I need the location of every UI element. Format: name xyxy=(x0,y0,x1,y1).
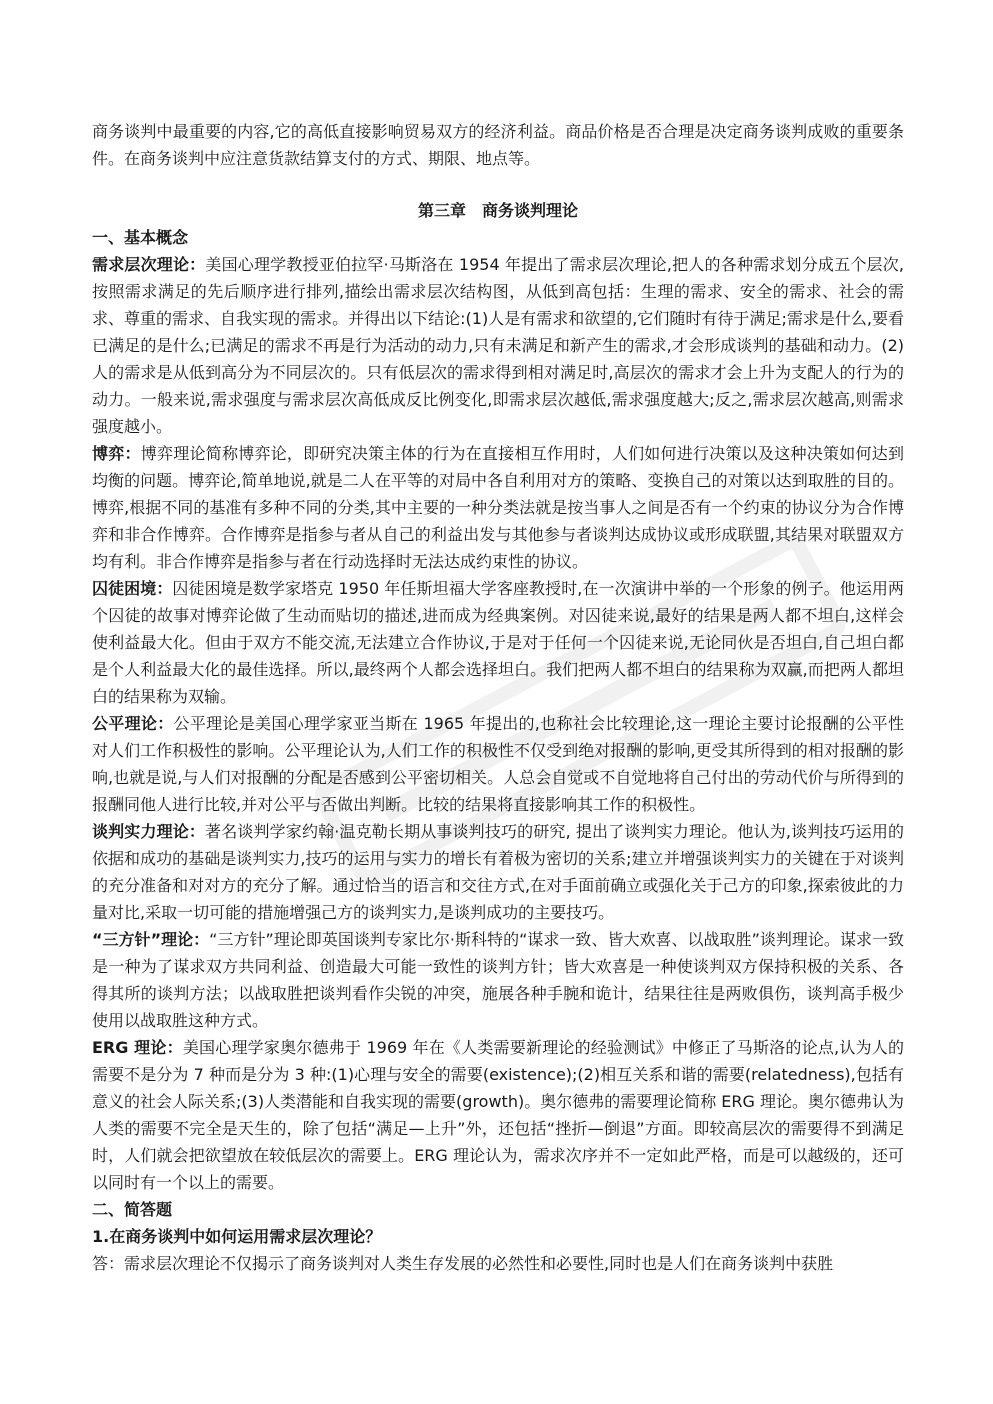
term-text: 美国心理学家奥尔德弗于 1969 年在《人类需要新理论的经验测试》中修正了马斯洛的论点,认为人的需要不是分为 7 种而是分为 3 种:(1)心理与安全的需要(existence);(2)相互关系和谐的需要(relatedness),包括有意义的社会人际关系;(3)人类潜能和自我实现的需要(growth)。奥尔德弗的需要理论简称 ERG 理论。奥尔德弗认为人类的需要不完全是天生的，除了包括“满足—上升”外，还包括“挫折—倒退”方面。即较高层次的需要得不到满足时，人们就会把欲望放在较低层次的需要上。ERG 理论认为，需求次序并不一定如此严格，而是可以越级的，还可以同时有一个以上的需要。 xyxy=(92,1038,905,1192)
document-page xyxy=(92,118,904,1277)
term-text: 博弈理论简称博弈论，即研究决策主体的行为在直接相互作用时，人们如何进行决策以及这种决策如何达到均衡的问题。博弈论,简单地说,就是二人在平等的对局中各自利用对方的策略、变换自己的对策以达到取胜的目的。博弈,根据不同的基准有多种不同的分类,其中主要的一种分类法就是按当事人之间是否有一个约束的协议分为合作博弈和非合作博弈。合作博弈是指参与者从自己的利益出发与其他参与者谈判达成协议或形成联盟,其结果对联盟双方均有利。非合作博弈是指参与者在行动选择时无法达成约束性的协议。 xyxy=(92,444,904,571)
chapter-title: 第三章 商务谈判理论 xyxy=(417,201,578,220)
entry-game-theory xyxy=(92,440,904,575)
term-text: 美国心理学教授亚伯拉罕·马斯洛在 1954 年提出了需求层次理论,把人的各种需求划分成五个层次,按照需求满足的先后顺序进行排列,描绘出需求层次结构图，从低到高包括：生理的需求、安全的需求、社会的需求、尊重的需求、自我实现的需求。并得出以下结论:(1)人是有需求和欲望的,它们随时有待于满足;需求是什么,要看已满足的是什么;已满足的需求不再是行为活动的动力,只有未满足和新产生的需求,才会形成谈判的基础和动力。(2)人的需求是从低到高分为不同层次的。只有低层次的需求得到相对满足时,高层次的需求才会上升为支配人的行为的动力。一般来说,需求强度与需求层次高低成反比例变化,即需求层次越低,需求强度越大;反之,需求层次越高,则需求强度越小。 xyxy=(92,255,904,436)
term-label: “三方针”理论： xyxy=(92,930,210,949)
section-title-short-answer: 二、简答题 xyxy=(92,1200,173,1219)
question-1: 1.在商务谈判中如何运用需求层次理论？ xyxy=(92,1227,382,1246)
answer-1: 答：需求层次理论不仅揭示了商务谈判对人类生存发展的必然性和必要性,同时也是人们在商务谈判中获胜 xyxy=(92,1254,834,1273)
term-text: 公平理论是美国心理学家亚当斯在 1965 年提出的,也称社会比较理论,这一理论主要讨论报酬的公平性对人们工作积极性的影响。公平理论认为,人们工作的积极性不仅受到绝对报酬的影响,更受其所得到的相对报酬的影响,也就是说,与人们对报酬的分配是否感到公平密切相关。人总会自觉或不自觉地将自己付出的劳动代价与所得到的报酬同他人进行比较,并对公平与否做出判断。比较的结果将直接影响其工作的积极性。 xyxy=(92,714,904,814)
term-label: 需求层次理论： xyxy=(92,255,206,274)
section-title-basic-concepts: 一、基本概念 xyxy=(92,228,189,247)
term-label: 谈判实力理论： xyxy=(92,822,206,841)
term-label: ERG 理论： xyxy=(92,1038,183,1057)
entry-prisoners-dilemma xyxy=(92,575,904,710)
entry-erg-theory xyxy=(92,1034,904,1196)
term-label: 博弈： xyxy=(92,444,141,463)
entry-equity-theory xyxy=(92,710,904,818)
term-text: “三方针”理论即英国谈判专家比尔·斯科特的“谋求一致、皆大欢喜、以战取胜”谈判理论。谋求一致是一种为了谋求双方共同利益、创造最大可能一致性的谈判方针；皆大欢喜是一种使谈判双方保持积极的关系、各得其所的谈判方法；以战取胜把谈判看作尖锐的冲突，施展各种手腕和诡计，结果往往是两败俱伤，谈判高手极少使用以战取胜这种方式。 xyxy=(92,930,904,1030)
entry-negotiation-power xyxy=(92,818,904,926)
entry-three-principles xyxy=(92,926,904,1034)
entry-hierarchy-of-needs xyxy=(92,251,904,440)
term-text: 著名谈判学家约翰·温克勒长期从事谈判技巧的研究, 提出了谈判实力理论。他认为,谈判技巧运用的依据和成功的基础是谈判实力,技巧的运用与实力的增长有着极为密切的关系;建立并增强谈判实力的关键在于对谈判的充分准备和对对方的充分了解。通过恰当的语言和交往方式,在对手面前确立或强化关于己方的印象,探索彼此的力量对比,采取一切可能的措施增强己方的谈判实力,是谈判成功的主要技巧。 xyxy=(92,822,904,922)
intro-paragraph: 商务谈判中最重要的内容,它的高低直接影响贸易双方的经济利益。商品价格是否合理是决定商务谈判成败的重要条件。在商务谈判中应注意货款结算支付的方式、期限、地点等。 xyxy=(92,122,904,168)
term-text: 囚徒困境是数学家塔克 1950 年任斯坦福大学客座教授时,在一次演讲中举的一个形象的例子。他运用两个囚徒的故事对博弈论做了生动而贴切的描述,进而成为经典案例。对囚徒来说,最好的结果是两人都不坦白,这样会使利益最大化。但由于双方不能交流,无法建立合作协议,于是对于任何一个囚徒来说,无论同伙是否坦白,自己坦白都是个人利益最大化的最佳选择。所以,最终两个人都会选择坦白。我们把两人都不坦白的结果称为双赢,而把两人都坦白的结果称为双输。 xyxy=(92,579,904,706)
term-label: 囚徒困境： xyxy=(92,579,173,598)
term-label: 公平理论： xyxy=(92,714,174,733)
